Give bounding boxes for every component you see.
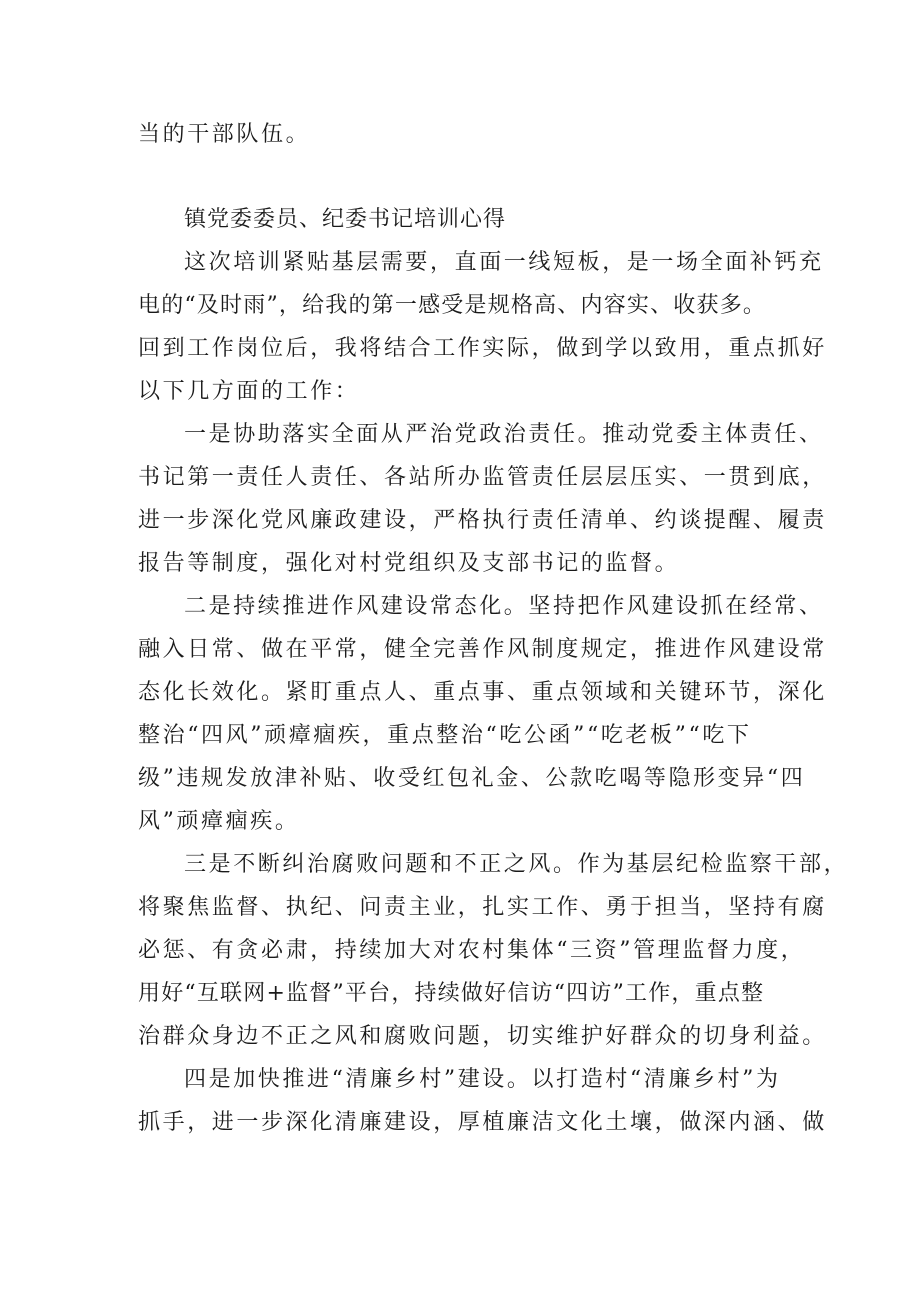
text-line: 态化长效化。紧盯重点人、重点事、重点领域和关键环节，深化 bbox=[138, 680, 827, 705]
text-line: 整治“四风”顽瘴痼疾，重点整治“吃公函”“吃老板”“吃下 bbox=[138, 723, 752, 748]
text-line: 进一步深化党风廉政建设，严格执行责任清单、约谈提醒、履责 bbox=[138, 508, 827, 533]
text-line: 三是不断纠治腐败问题和不正之风。作为基层纪检监察干部， bbox=[184, 852, 849, 877]
text-line: 这次培训紧贴基层需要，直面一线短板，是一场全面补钙充 bbox=[184, 250, 824, 275]
text-line: 当的干部队伍。 bbox=[138, 122, 311, 147]
text-line: 将聚焦监督、执纪、问责主业，扎实工作、勇于担当，坚持有腐 bbox=[138, 895, 827, 920]
text-line: 融入日常、做在平常，健全完善作风制度规定，推进作风建设常 bbox=[138, 637, 827, 662]
text-line: 用好“互联网+监督”平台，持续做好信访“四访”工作，重点整 bbox=[138, 981, 765, 1006]
text-line: 四是加快推进“清廉乡村”建设。以打造村“清廉乡村”为 bbox=[184, 1067, 781, 1092]
text-line: 抓手，进一步深化清廉建设，厚植廉洁文化土壤，做深内涵、做 bbox=[138, 1110, 827, 1135]
text-line: 回到工作岗位后，我将结合工作实际，做到学以致用，重点抓好 bbox=[138, 336, 827, 361]
text-line: 治群众身边不正之风和腐败问题，切实维护好群众的切身利益。 bbox=[138, 1024, 827, 1049]
text-line: 电的“及时雨”，给我的第一感受是规格高、内容实、收获多。 bbox=[138, 293, 767, 318]
text-line: 二是持续推进作风建设常态化。坚持把作风建设抓在经常、 bbox=[184, 594, 824, 619]
text-line: 必惩、有贪必肃，持续加大对农村集体“三资”管理监督力度， bbox=[138, 938, 806, 963]
text-line: 风”顽瘴痼疾。 bbox=[138, 809, 300, 834]
section-title: 镇党委委员、纪委书记培训心得 bbox=[184, 207, 507, 232]
text-line: 以下几方面的工作： bbox=[138, 379, 360, 404]
text-line: 书记第一责任人责任、各站所办监管责任层层压实、一贯到底， bbox=[138, 465, 827, 490]
text-line: 一是协助落实全面从严治党政治责任。推动党委主体责任、 bbox=[184, 422, 824, 447]
text-line: 报告等制度，强化对村党组织及支部书记的监督。 bbox=[138, 551, 680, 576]
text-line: 级”违规发放津补贴、收受红包礼金、公款吃喝等隐形变异“四 bbox=[138, 766, 806, 791]
